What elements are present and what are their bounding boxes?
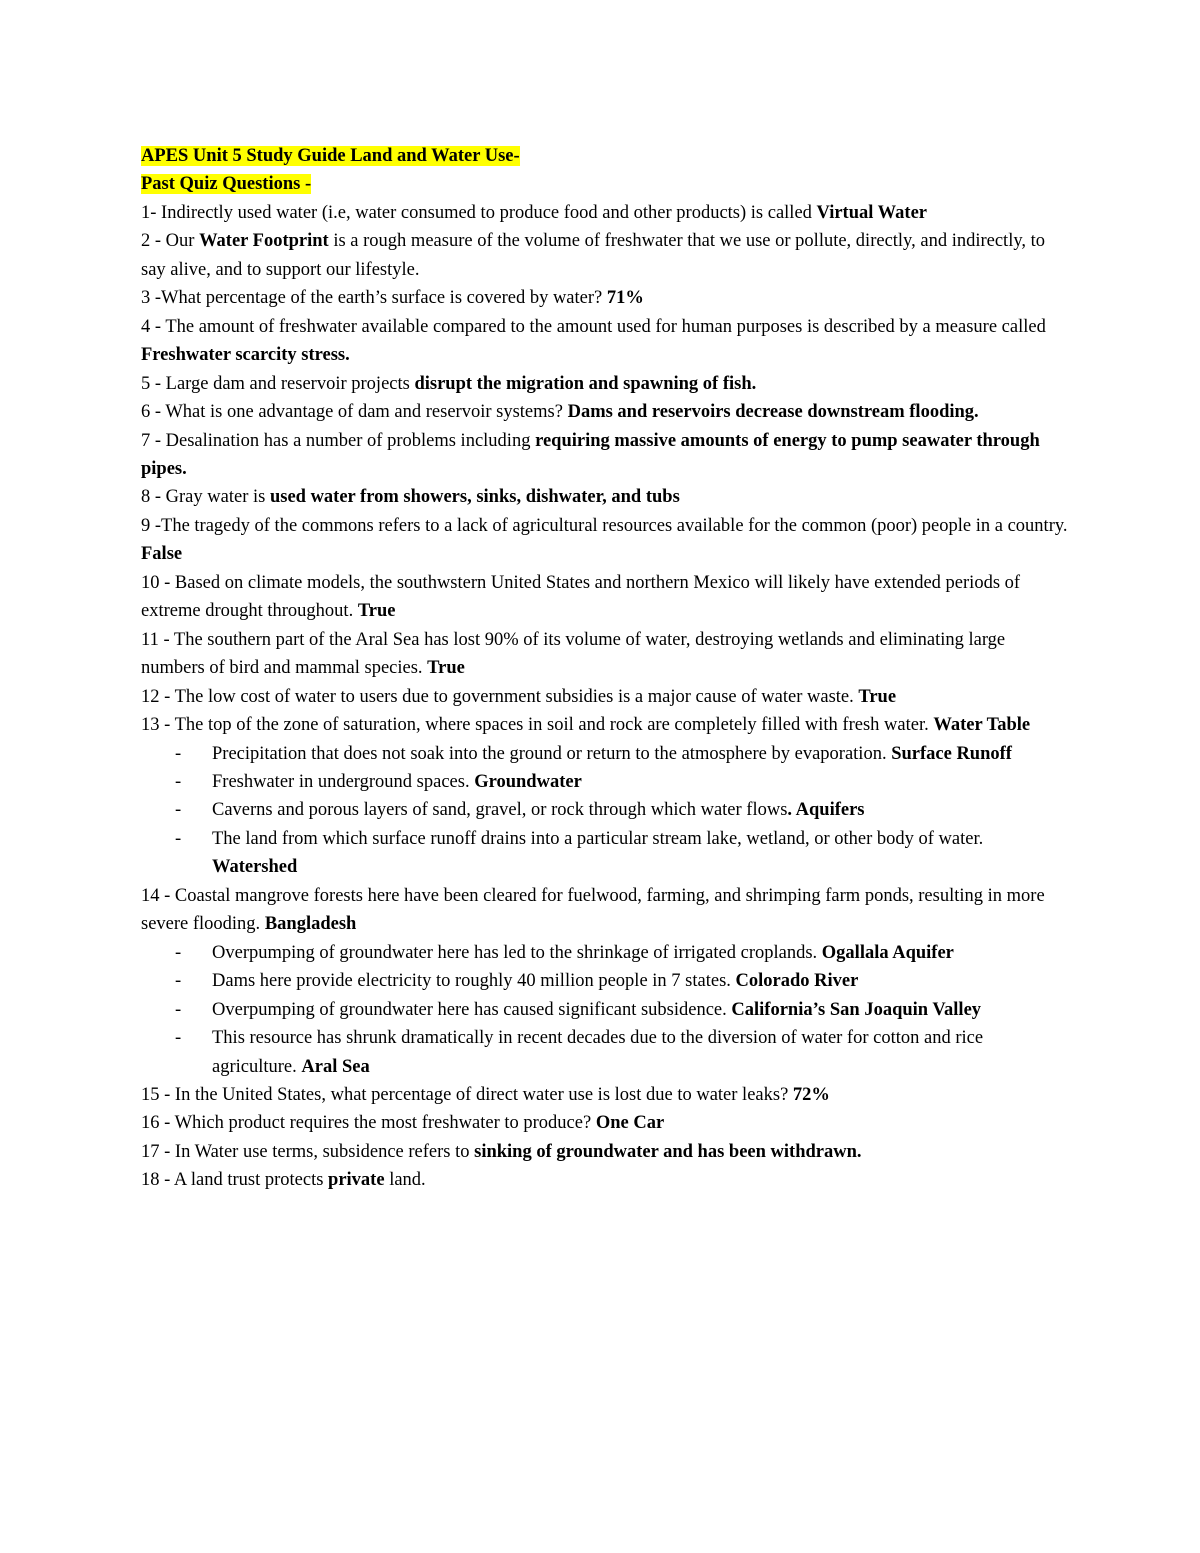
question-text: 8 - Gray water is: [141, 487, 270, 508]
answer-text: True: [858, 686, 897, 707]
answer-text: sinking of groundwater and has been withdrawn.: [474, 1141, 862, 1162]
question-text: 7 - Desalination has a number of problems including: [141, 430, 536, 451]
answer-text: Virtual Water: [816, 202, 927, 223]
question-text: 9 -The tragedy of the commons refers to a lack of agricultural resources available for the common (poor) people in a country.: [141, 515, 1068, 536]
answer-text: One Car: [595, 1113, 665, 1134]
question-11: [141, 626, 1071, 683]
question-9: [141, 512, 1071, 569]
question-text: 6 - What is one advantage of dam and reservoir systems?: [141, 402, 568, 423]
answer-text: Surface Runoff: [891, 743, 1012, 764]
question-14-sublist: [141, 939, 1071, 1081]
question-16: [141, 1109, 1071, 1137]
question-10: [141, 569, 1071, 626]
answer-text: Water Table: [933, 715, 1031, 736]
answer-text: Watershed: [212, 857, 298, 878]
question-12: [141, 683, 1071, 711]
answer-text: True: [357, 601, 396, 622]
question-text: 10 - Based on climate models, the southwstern United States and northern Mexico will likely have extended periods of extreme drought throughout.: [141, 572, 1021, 622]
answer-text: private: [328, 1170, 385, 1191]
question-text: This resource has shrunk dramatically in recent decades due to the diversion of water for cotton and rice agriculture.: [212, 1028, 984, 1077]
question-text: 13 - The top of the zone of saturation, where spaces in soil and rock are completely filled with fresh water.: [141, 715, 934, 736]
answer-text: California’s San Joaquin Valley: [731, 999, 982, 1020]
question-text: 16 - Which product requires the most freshwater to produce?: [141, 1113, 596, 1134]
title-line: [141, 142, 1071, 170]
question-text: Dams here provide electricity to roughly 40 million people in 7 states.: [212, 971, 736, 992]
page-subtitle: Past Quiz Questions -: [141, 174, 312, 195]
question-text: Overpumping of groundwater here has led to the shrinkage of irrigated croplands.: [212, 942, 822, 963]
list-item: [212, 825, 1071, 882]
answer-text: . Aquifers: [787, 800, 865, 821]
question-text: Overpumping of groundwater here has caused significant subsidence.: [212, 999, 732, 1020]
answer-text: requiring massive amounts of energy to pump seawater through pipes.: [141, 430, 1040, 479]
question-text: 4 - The amount of freshwater available compared to the amount used for human purposes is described by a measure called: [141, 316, 1046, 337]
answer-text: Dams and reservoirs decrease downstream flooding.: [567, 402, 979, 423]
question-4: [141, 313, 1071, 370]
question-text: 1- Indirectly used water (i.e, water consumed to produce food and other products) is called: [141, 202, 817, 223]
document-body: [141, 142, 1071, 1195]
question-text: 15 - In the United States, what percentage of direct water use is lost due to water leaks?: [141, 1084, 793, 1105]
question-5: [141, 370, 1071, 398]
question-3: [141, 284, 1071, 312]
answer-text: Ogallala Aquifer: [821, 942, 954, 963]
question-6: [141, 398, 1071, 426]
question-18: [141, 1166, 1071, 1194]
question-text: Freshwater in underground spaces.: [212, 771, 475, 792]
list-item: [212, 996, 1071, 1024]
question-text: 3 -What percentage of the earth’s surface is covered by water?: [141, 288, 607, 309]
question-text: 18 - A land trust protects: [141, 1170, 329, 1191]
question-text: 14 - Coastal mangrove forests here have been cleared for fuelwood, farming, and shrimping farm ponds, resulting in more severe flooding.: [141, 885, 1045, 935]
list-item: [212, 768, 1071, 796]
answer-text: Colorado River: [735, 971, 859, 992]
answer-text: False: [141, 544, 183, 565]
question-8: [141, 483, 1071, 511]
answer-text: 71%: [606, 288, 644, 309]
question-text: 11 - The southern part of the Aral Sea has lost 90% of its volume of water, destroying wetlands and eliminating large numbers of bird and mammal species.: [141, 629, 1006, 679]
question-15: [141, 1081, 1071, 1109]
list-item: [212, 1024, 1071, 1081]
question-text: 17 - In Water use terms, subsidence refers to: [141, 1141, 475, 1162]
question-text: The land from which surface runoff drains into a particular stream lake, wetland, or other body of water.: [212, 828, 984, 849]
question-13: [141, 711, 1071, 739]
answer-text: Groundwater: [474, 771, 582, 792]
question-text: land.: [384, 1170, 426, 1191]
question-text: 12 - The low cost of water to users due to government subsidies is a major cause of water waste.: [141, 686, 859, 707]
page-title: APES Unit 5 Study Guide Land and Water Use-: [141, 146, 520, 166]
answer-text: used water from showers, sinks, dishwater, and tubs: [269, 487, 680, 508]
question-text: is a rough measure of the volume of freshwater that we use or pollute, directly, and indirectly, to say alive, and to support our lifestyle.: [141, 231, 1046, 280]
question-17: [141, 1138, 1071, 1166]
answer-text: Bangladesh: [264, 914, 357, 935]
question-13-sublist: [141, 740, 1071, 882]
question-1: [141, 199, 1071, 227]
answer-text: 72%: [792, 1084, 830, 1105]
list-item: [212, 939, 1071, 967]
answer-text: True: [427, 658, 465, 679]
answer-text: disrupt the migration and spawning of fish.: [414, 373, 757, 394]
question-text: Caverns and porous layers of sand, gravel, or rock through which water flows: [212, 800, 788, 821]
answer-text: Water Footprint: [199, 231, 329, 252]
list-item: [212, 796, 1071, 824]
question-2: [141, 227, 1071, 284]
answer-text: Freshwater scarcity stress.: [141, 345, 350, 366]
question-7: [141, 427, 1071, 484]
subtitle-line: [141, 170, 1071, 198]
question-text: Precipitation that does not soak into the ground or return to the atmosphere by evaporation.: [212, 743, 892, 764]
answer-text: Aral Sea: [301, 1056, 370, 1077]
list-item: [212, 740, 1071, 768]
question-14: [141, 882, 1071, 939]
question-text: 5 - Large dam and reservoir projects: [141, 373, 415, 394]
question-text: 2 - Our: [141, 231, 200, 252]
list-item: [212, 967, 1071, 995]
